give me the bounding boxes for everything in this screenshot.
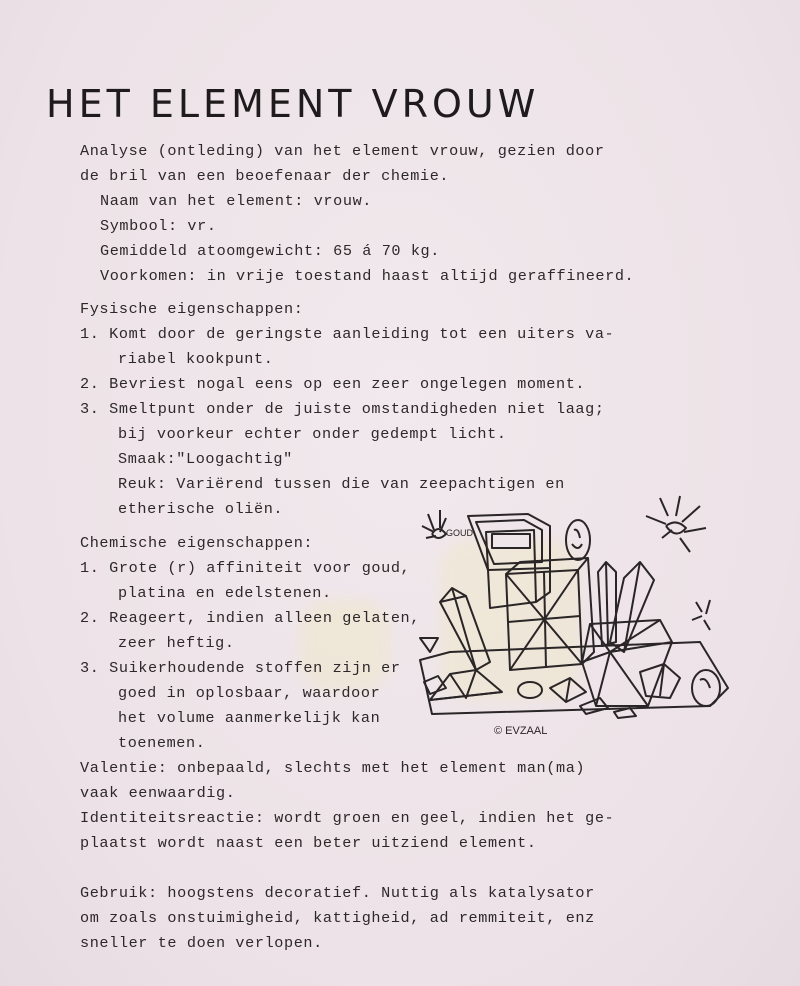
property-name: Naam van het element: vrouw. xyxy=(100,192,372,210)
physical-line: Smaak:"Loogachtig" xyxy=(118,450,293,468)
box-label: GOUD xyxy=(446,528,473,538)
sparkle-icon xyxy=(422,510,446,538)
intro-line: de bril van een beoefenaar der chemie. xyxy=(80,167,450,185)
gem-icon xyxy=(424,670,502,700)
crystal-icon xyxy=(598,562,654,652)
property-symbol: Symbool: vr. xyxy=(100,217,217,235)
intro-line: Analyse (ontleding) van het element vrouw, gezien door xyxy=(80,142,605,160)
usage-line: om zoals onstuimigheid, kattigheid, ad remmiteit, enz xyxy=(80,909,595,927)
physical-line: Reuk: Variërend tussen die van zeepachtigen en xyxy=(118,475,565,493)
chemical-line: 1. Grote (r) affiniteit voor goud, xyxy=(80,559,411,577)
chemical-line: platina en edelstenen. xyxy=(118,584,332,602)
sparkle-icon xyxy=(646,496,706,552)
property-occurrence: Voorkomen: in vrije toestand haast altijd geraffineerd. xyxy=(100,267,635,285)
usage-line: sneller te doen verlopen. xyxy=(80,934,323,952)
page-title: HET ELEMENT VROUW xyxy=(46,82,540,126)
signature: © EVZAAL xyxy=(494,725,548,737)
oval-gem-icon xyxy=(566,520,590,560)
valence-line: vaak eenwaardig. xyxy=(80,784,236,802)
valence-line: Valentie: onbepaald, slechts met het element man(ma) xyxy=(80,759,586,777)
chemical-heading: Chemische eigenschappen: xyxy=(80,534,314,552)
physical-line: 2. Bevriest nogal eens op een zeer ongelegen moment. xyxy=(80,375,586,393)
chemical-line: goed in oplosbaar, waardoor xyxy=(118,684,381,702)
chemical-line: 2. Reageert, indien alleen gelaten, xyxy=(80,609,420,627)
crystal-icon xyxy=(440,588,490,670)
chemical-line: het volume aanmerkelijk kan xyxy=(118,709,381,727)
physical-line: bij voorkeur echter onder gedempt licht. xyxy=(118,425,507,443)
sparkle-icon xyxy=(692,600,710,630)
chemical-line: zeer heftig. xyxy=(118,634,235,652)
chemical-line: toenemen. xyxy=(118,734,206,752)
gems-illustration xyxy=(410,492,745,747)
gem-icon xyxy=(420,638,438,652)
usage-line: Gebruik: hoogstens decoratief. Nuttig als katalysator xyxy=(80,884,595,902)
physical-line: riabel kookpunt. xyxy=(118,350,274,368)
chemical-line: 3. Suikerhoudende stoffen zijn er xyxy=(80,659,401,677)
physical-line: etherische oliën. xyxy=(118,500,284,518)
property-weight: Gemiddeld atoomgewicht: 65 á 70 kg. xyxy=(100,242,440,260)
identity-line: plaatst wordt naast een beter uitziend element. xyxy=(80,834,537,852)
physical-line: 3. Smeltpunt onder de juiste omstandigheden niet laag; xyxy=(80,400,605,418)
identity-line: Identiteitsreactie: wordt groen en geel, indien het ge- xyxy=(80,809,615,827)
physical-line: 1. Komt door de geringste aanleiding tot een uiters va- xyxy=(80,325,615,343)
physical-heading: Fysische eigenschappen: xyxy=(80,300,304,318)
